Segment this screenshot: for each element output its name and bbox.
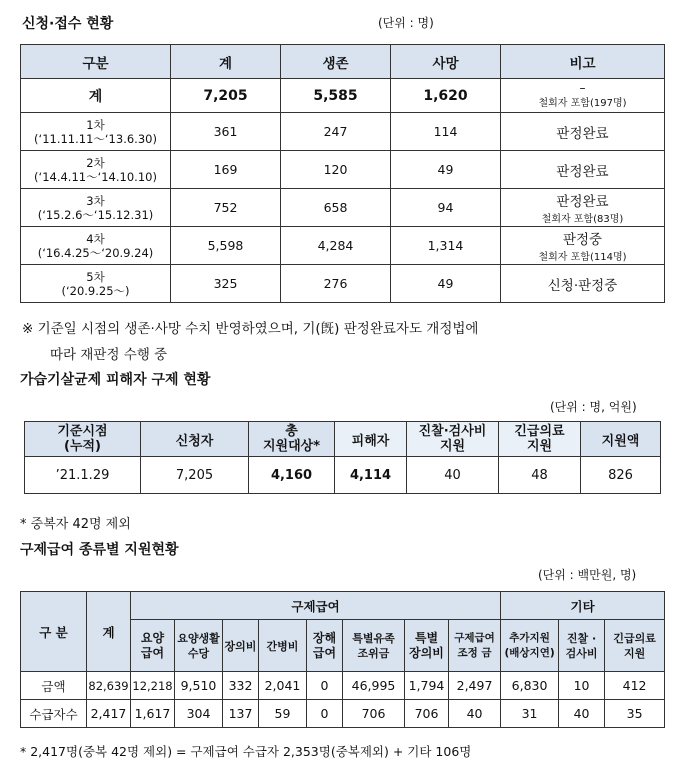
cell-total-target: 4,160 [249,457,335,494]
cell: 1,617 [131,700,175,728]
cell-amount: 826 [581,457,661,494]
row-label: 금액 [21,672,87,700]
table-row [21,265,665,303]
table-row [25,457,661,494]
section2-footnote: * 중복자 42명 제외 [20,517,131,532]
section3-title: 구제급여 종류별 지원현황 [20,542,179,558]
row-dead: 94 [391,189,501,227]
row-note: 판정완료 [556,163,609,180]
cell-applicants: 7,205 [141,457,249,494]
subheader-emergency: 긴급의료 지원 [605,620,665,672]
cell: 40 [559,700,605,728]
row-note-sub: 철회자 포함(114명) [538,252,627,263]
row-sum: 325 [171,265,281,303]
subheader-exam: 진찰 · 검사비 [559,620,605,672]
subheader-special-bereaved: 특별유족 조위금 [343,620,405,672]
section1-footnote-line2: 따라 재판정 수행 중 [50,347,168,363]
table-row [21,151,665,189]
total-note-dash: – [579,81,586,95]
cell: 412 [605,672,665,700]
header-victims: 피해자 [335,422,407,457]
round-period: (‘14.4.11～‘14.10.10) [34,169,157,184]
round-label: 1차 [86,117,105,132]
row-alive: 247 [281,113,391,151]
header-dead: 사망 [391,45,501,79]
cell: 332 [223,672,259,700]
section1-footnote-line1: ※ 기준일 시점의 생존·사망 수치 반영하였으며, 기(旣) 판정완료자도 개정법에 [22,321,479,337]
total-row [21,79,665,113]
row-note: 신청·판정중 [547,277,618,294]
round-label: 3차 [86,193,105,208]
subheader-special-funeral: 특별 장의비 [405,620,449,672]
cell-victims: 4,114 [335,457,407,494]
cell: 2,417 [87,700,131,728]
cell: 10 [559,672,605,700]
header-base-date: 기준시점 (누적) [25,422,141,457]
row-note: 판정완료 [556,194,609,210]
section1-title: 신청·접수 현황 [22,16,114,32]
round-label: 2차 [86,155,105,170]
subheader-living: 요양생활 수당 [175,620,223,672]
header-sum: 계 [87,592,131,672]
header-category: 구 분 [21,592,87,672]
table-header-row [21,592,665,620]
header-category: 구분 [21,45,171,79]
cell: 9,510 [175,672,223,700]
row-dead: 1,314 [391,227,501,265]
round-period: (‘15.2.6～‘15.12.31) [37,207,154,222]
subheader-care: 요양 급여 [131,620,175,672]
header-exam: 진찰·검사비 지원 [407,422,499,457]
round-period: (‘11.11.11～‘13.6.30) [34,131,157,146]
header-amount: 지원액 [581,422,661,457]
header-applicants: 신청자 [141,422,249,457]
header-emergency: 긴급의료 지원 [499,422,581,457]
cell: 82,639 [87,672,131,700]
total-note-text: 철회자 포함(197명) [538,98,627,109]
section3-unit: (단위 : 백만원, 명) [538,568,637,582]
table-row [21,227,665,265]
header-note: 비고 [501,45,665,79]
table-header-row [25,422,661,457]
application-status-table [20,44,665,303]
row-sum: 5,598 [171,227,281,265]
row-note: 판정중 [562,232,603,248]
cell: 137 [223,700,259,728]
total-alive: 5,585 [281,79,391,113]
total-label: 계 [21,79,171,113]
header-total-target: 총 지원대상* [249,422,335,457]
row-note: 판정완료 [556,125,609,142]
row-alive: 4,284 [281,227,391,265]
cell: 6,830 [501,672,559,700]
table-row [21,700,665,728]
cell-emergency: 48 [499,457,581,494]
total-note [501,79,665,113]
cell-exam: 40 [407,457,499,494]
cell: 40 [449,700,501,728]
cell: 2,041 [259,672,307,700]
table-row [21,672,665,700]
round-label: 5차 [86,269,105,284]
table-row [21,189,665,227]
subheader-nursing: 간병비 [259,620,307,672]
subheader-adjustment: 구제급여 조정 금 [449,620,501,672]
row-dead: 49 [391,265,501,303]
cell: 0 [307,672,343,700]
cell: 706 [405,700,449,728]
total-sum: 7,205 [171,79,281,113]
header-other: 기타 [501,592,665,620]
cell: 12,218 [131,672,175,700]
total-dead: 1,620 [391,79,501,113]
cell: 35 [605,700,665,728]
section3-footnote: * 2,417명(중복 42명 제외) = 구제급여 수급자 2,353명(중복제외) + 기타 106명 [20,744,472,759]
cell: 2,497 [449,672,501,700]
row-alive: 658 [281,189,391,227]
row-sum: 169 [171,151,281,189]
cell: 31 [501,700,559,728]
cell: 706 [343,700,405,728]
cell: 46,995 [343,672,405,700]
relief-type-table [20,591,665,728]
subheader-funeral: 장의비 [223,620,259,672]
row-note-sub: 철회자 포함(83명) [541,214,624,225]
row-label: 수급자수 [21,700,87,728]
section2-unit: (단위 : 명, 억원) [550,400,637,414]
cell: 1,794 [405,672,449,700]
row-dead: 49 [391,151,501,189]
cell: 59 [259,700,307,728]
section2-title: 가습기살균제 피해자 구제 현황 [20,372,211,388]
row-dead: 114 [391,113,501,151]
header-sum: 계 [171,45,281,79]
round-period: (‘20.9.25～) [61,283,130,298]
header-relief: 구제급여 [131,592,501,620]
table-header-row [21,45,665,79]
cell: 304 [175,700,223,728]
header-alive: 생존 [281,45,391,79]
round-period: (‘16.4.25～‘20.9.24) [37,245,154,260]
table-row [21,113,665,151]
subheader-additional: 추가지원 (배상지연) [501,620,559,672]
row-alive: 120 [281,151,391,189]
subheader-disability: 장해 급여 [307,620,343,672]
round-label: 4차 [86,231,105,246]
cell: 0 [307,700,343,728]
relief-status-table [24,421,661,494]
row-sum: 752 [171,189,281,227]
section1-unit: (단위 : 명) [378,16,434,30]
row-sum: 361 [171,113,281,151]
cell-date: ’21.1.29 [25,457,141,494]
row-alive: 276 [281,265,391,303]
